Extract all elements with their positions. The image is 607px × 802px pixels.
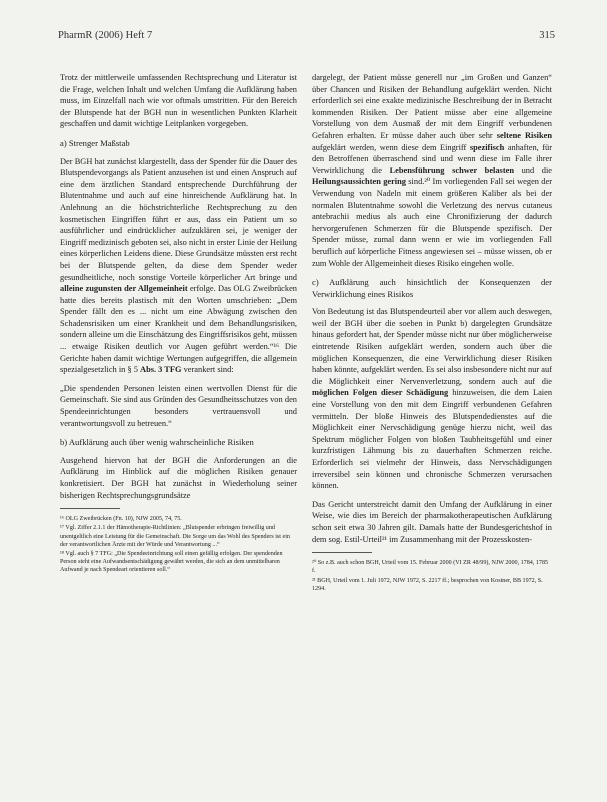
- right-paragraph-3: Das Gericht unterstreicht damit den Umfang der Aufklärung in einer Weise, wie dies im Bereich der pharmakotherapeutischen Aufklärung schon seit etwa 30 Jahren gilt. Damals hatte der Bundesgerichtshof in dem sog. Estil-Urteil²¹ im Zusammenhang mit der Prozesskosten-: [312, 499, 552, 544]
- footnote-item: ¹⁸ Vgl. auch § 7 TFG: „Die Spendeeinrichtung soll einen gefällig erfolgen. Der spendenden Person steht eine Aufwandsentschädigung gewährt werden, die sich an dem unmittelbaren Aufwand je nach Spendeart orientieren soll.“: [60, 551, 283, 574]
- emphasis-law-reference: Abs. 3 TFG: [140, 365, 182, 375]
- page-number: 315: [539, 30, 555, 41]
- section-b-heading: b) Aufklärung auch über wenig wahrscheinliche Risiken: [60, 437, 254, 448]
- emphasis-seltene-risiken: seltene Risiken: [496, 130, 552, 140]
- footnote-divider: [312, 552, 372, 553]
- emphasis-heilungsaussichten: Heilungsaussichten gering: [312, 177, 406, 187]
- section-a-heading: a) Strenger Maßstab: [60, 137, 130, 148]
- footnote-item: ²¹ BGH, Urteil vom 1. Juli 1972, NJW 1972, S. 2217 ff.; besprochen von Kostner, BB 1972, S. 1294.: [312, 577, 543, 592]
- intro-paragraph: Trotz der mittlerweile umfassenden Rechtsprechung und Literatur ist die Frage, welchen Inhalt und welchen Umfang die Aufklärung haben muss, im Einzelfall nach wie vor oftmals umstritten. Für den Bereich der Blutspende hat der BGH nun in wesentlichen Punkten Klarheit geschaffen und damit wichtige Leitplanken vorgegeben.: [60, 73, 297, 129]
- emphasis-allgemeinheit: alleine zugunsten der Allgemeinheit: [60, 284, 188, 294]
- section-c-heading: c) Aufklärung auch hinsichtlich der Konsequenzen der Verwirklichung eines Risikos: [312, 277, 552, 299]
- section-a-paragraph: Der BGH hat zunächst klargestellt, dass der Spender für die Dauer des Blutspendevorgangs als Patient anzusehen ist und einen Anspruch auf eine dem ärztlichen Standard entsprechende Durchführung der Blutentnahme und auch auf eine hinreichende Aufklärung hat. In Anlehnung an die höchstrichterliche Rechtsprechung zu den kosmetischen Eingriffen führt er aus, dass ein Patient um so ausführlicher und eindrücklicher aufzuklären sei, je weniger der Eingriff medizinisch geboten sei, also nicht in erster Linie der Heilung eines körperlichen Leidens diene. Diese Grundsätze müssten erst recht bei der Blutspende gelten, da diese dem Spender weder gesundheitliche, noch sonstige Vorteile körperlicher Art bringe und alleine zugunsten der Allgemeinheit erfolge. Das OLG Zweibrücken hatte dies bereits plastisch mit den Worten umschrieben: „Dem Spender fällt den es ... nicht um eine Abwägung zwischen den Schadensrisiken um einer Krankheit und dem Behandlungsrisiken, sondern alleine um die Einschätzung des Eingriffsrisikos geht, müssen ... etwaige Risiken deutlich vor Augen geführt werden.“¹⁶ Die Gerichte haben damit wichtige Wertungen aufgegriffen, die allgemein spezialgesetzlich in § 5 Abs. 3 TFG verankert sind:: [60, 156, 297, 375]
- left-column: [60, 72, 297, 576]
- footnote-item: ¹⁶ OLG Zweibrücken (Fn. 10), NJW 2005, 74, 75.: [60, 516, 182, 523]
- footnote-item: ¹⁷ Vgl. Ziffer 2.1.1 der Hämotherapie-Richtlinien: „Blutspender erbringen freiwillig und unentgeltlich eine Leistung für die Gemeinschaft. Die Sorge um das Wohl des Spenders ist ein der verantwortlichen Ärzte mit der Würde und Verantwortung ...“: [60, 525, 290, 548]
- right-footnotes: [312, 559, 552, 593]
- footnote-divider: [60, 508, 120, 509]
- section-c-paragraph: Von Bedeutung ist das Blutspendeurteil aber vor allem auch deswegen, weil der BGH über die soeben in Punkt b) dargelegten Grundsätze hinaus gefordert hat, der Spender müsse nicht nur über möglicherweise eintretende Risiken aufgeklärt werden, sondern auch über die möglichen Konsequenzen, die eine Verwirklichung dieser Risiken haben könnte, aufgeklärt werden. Es sei also insbesondere nicht nur auf die Möglichkeit einer Nervenverletzung, sondern auch auf die möglichen Folgen dieser Schädigung hinzuweisen, die dem Laien eine Vorstellung von den mit dem Eingriff verbundenen Gefahren vermitteln. Der bloße Hinweis des Blutspendedienstes auf die Möglichkeit einer Nervschädigung genüge hierzu nicht, weil das Spektrum möglicher Folgen von bloßen Taubheitsgefühl und einer kurzfristigen Lähmung bis zu dauerhaften Schmerzen reiche. Erforderlich sei vielmehr der Hinweis, dass Nervschädigungen irreversibel sein können und chronische Schmerzen verursachen können.: [312, 307, 553, 491]
- section-b-paragraph: Ausgehend hiervon hat der BGH die Anforderungen an die Aufklärung im Hinblick auf die möglichen Risiken genauer konkretisiert. Der BGH hat zunächst in Wiederholung seiner bisherigen Rechtsprechungsgrundsätze: [60, 455, 297, 500]
- journal-title: PharmR (2006) Heft 7: [58, 30, 153, 41]
- emphasis-folgen: möglichen Folgen dieser Schädigung: [312, 388, 449, 398]
- left-footnotes: [60, 515, 297, 574]
- right-paragraph-1: dargelegt, der Patient müsse generell nur „im Großen und Ganzen“ über Chancen und Risiken der Behandlung aufgeklärt werden. Nicht erforderlich sei eine exakte medizinische Beschreibung der in Betracht kommenden Risiken. Der Patient müsse aber eine allgemeine Vorstellung von dem Ausmaß der mit dem Eingriff verbundenen Gefahren erhalten. Er müsse daher auch über sehr seltene Risiken aufgeklärt werden, wenn diese dem Eingriff spezifisch anhaften, für den Betroffenen überraschend sind und wenn diese im Falle ihrer Verwirklichung die Lebensführung schwer belasten und die Heilungsaussichten gering sind.²⁰ Im vorliegenden Fall sei wegen der Verwendung von Nadeln mit einem größeren Kaliber als bei der normalen Blutentnahme sowohl die Verletzung des nervus cutaneus antebrachii medius als auch eine Chronifizierung der dadurch hervorgerufenen Schmerzen für die Blutspende spezifisch. Der Spender müsse, zumal dann wenn er wie im vorliegenden Fall beruflich auf körperliche Fitness angewiesen sei – müsse wissen, ob er zum Wohle der Allgemeinheit dieses Risiko eingehen wolle.: [312, 73, 553, 268]
- emphasis-lebensfuehrung: Lebensführung schwer belasten: [389, 165, 514, 175]
- law-quote: „Die spendenden Personen leisten einen wertvollen Dienst für die Gemeinschaft. Sie sind aus Gründen des Gesundheitsschutzes von den Spendeeinrichtungen besonders vertrauensvoll und verantwortungsvoll zu betreuen.“: [60, 383, 297, 428]
- right-column: [312, 72, 552, 594]
- emphasis-spezifisch: spezifisch: [469, 142, 505, 152]
- page-header: [58, 30, 555, 44]
- footnote-item: ²⁰ So z.B. auch schon BGH, Urteil vom 15. Februar 2000 (VI ZR 48/99), NJW 2000, 1784, 1785 f.: [312, 560, 549, 575]
